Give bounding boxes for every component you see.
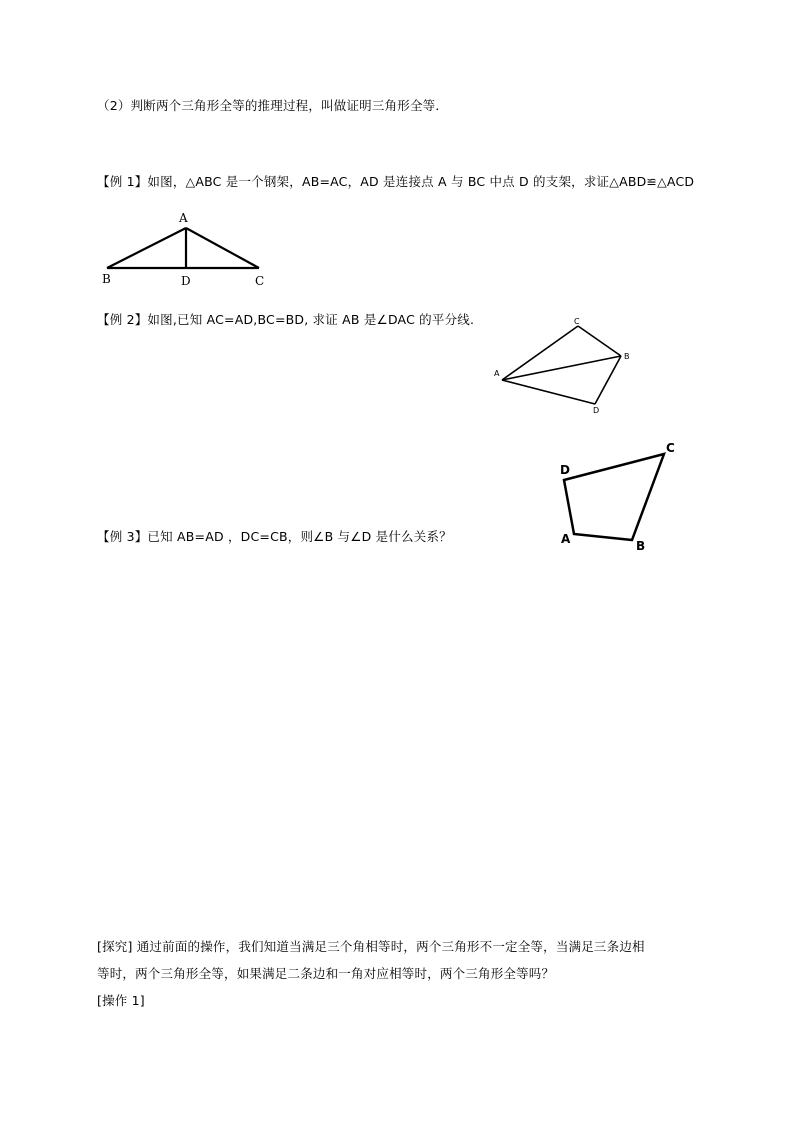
label-a: A (561, 532, 571, 546)
example-3-text: 【例 3】已知 AB=AD ，DC=CB，则∠B 与∠D 是什么关系？ (97, 529, 452, 544)
figure-3-quadrilateral (552, 436, 692, 561)
label-d: D (181, 274, 191, 288)
figure-2-quadrilateral (488, 312, 638, 422)
segment-cb (578, 326, 621, 356)
segment-bd (595, 356, 621, 404)
label-a: A (494, 369, 500, 378)
operation-1-label: [操作 1] (97, 993, 145, 1008)
label-c: C (574, 317, 580, 326)
explore-text-line-2: 等时，两个三角形全等，如果满足二条边和一角对应相等时，两个三角形全等吗？ (97, 966, 555, 981)
segment-ad (502, 380, 595, 404)
label-b: B (636, 539, 646, 553)
label-a: A (179, 211, 188, 225)
segment-ab (107, 228, 186, 268)
label-b: B (102, 272, 111, 286)
label-d: D (593, 406, 600, 415)
example-1-text: 【例 1】如图，△ABC 是一个钢架，AB=AC，AD 是连接点 A 与 BC 中点 D 的支架，求证△ABD≌△ACD (97, 174, 695, 189)
label-c: C (666, 441, 675, 455)
figure-1-triangle-abc (95, 205, 285, 290)
quadrilateral-abcd (564, 454, 664, 540)
intro-text: （2）判断两个三角形全等的推理过程，叫做证明三角形全等． (97, 98, 449, 113)
explore-text-line-1: [探究] 通过前面的操作，我们知道当满足三个角相等时，两个三角形不一定全等，当满足三条边相 (97, 939, 645, 954)
segment-ac (186, 228, 259, 268)
label-b: B (624, 352, 630, 361)
label-d: D (560, 463, 570, 477)
label-c: C (255, 274, 265, 288)
example-2-text: 【例 2】如图,已知 AC=AD,BC=BD, 求证 AB 是∠DAC 的平分线. (97, 312, 475, 327)
